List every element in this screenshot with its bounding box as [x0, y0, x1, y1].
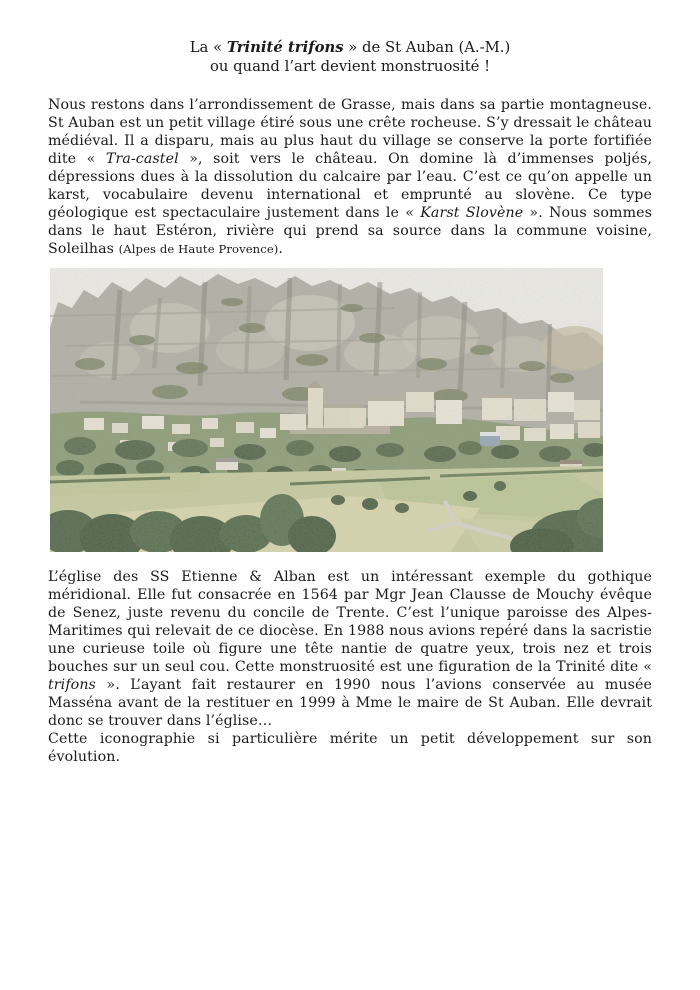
- italic-term-karst-slovene: Karst Slovène: [420, 205, 524, 221]
- italic-term-trifons: trifons: [48, 677, 96, 693]
- body-text: ». Nous sommes dans le haut Estéron, rivière qui prend sa source dans la commune voisine, Soleilhas: [48, 205, 653, 257]
- title-suffix: » de St Auban (A.-M.): [343, 39, 511, 56]
- landscape-photo-svg: [50, 268, 603, 552]
- title-emphasis: Trinité trifons: [226, 39, 344, 56]
- italic-term-tra-castel: Tra-castel: [105, 151, 179, 167]
- photo-grain-overlay: [50, 268, 603, 552]
- paragraph-intro: [48, 96, 652, 258]
- body-text: .: [278, 241, 284, 257]
- title-line-1: [48, 38, 652, 57]
- body-text-closing: Cette iconographie si particulière mérite un petit développement sur son évolution.: [48, 731, 652, 765]
- body-text: », soit vers le château. On domine là d’immenses poljés, dépressions dues à la dissolution du calcaire par l’eau. C’est ce qu’on appelle un karst, vocabulaire devenu international et emprunté au slovène. Ce type géologique est spectaculaire justement dans le «: [48, 151, 653, 221]
- page-title: [48, 38, 652, 76]
- landscape-photo: [50, 268, 603, 552]
- paragraph-church: [48, 568, 652, 766]
- title-prefix: La «: [189, 39, 227, 56]
- body-text: ». L’ayant fait restaurer en 1990 nous l’avions conservée au musée Masséna avant de la restituer en 1999 à Mme le maire de St Auban. Elle devrait donc se trouver dans l’église…: [48, 677, 652, 729]
- title-line-2: ou quand l’art devient monstruosité !: [209, 58, 491, 75]
- body-text: Nous restons dans l’arrondissement de Grasse, mais dans sa partie montagneuse. St Auban est un petit village étiré sous une crête rocheuse. S’y dressait le château médiéval. Il a disparu, mais au plus haut du village se conserve la porte fortifiée dite «: [48, 97, 652, 167]
- parenthetical-note: (Alpes de Haute Provence): [118, 242, 279, 256]
- body-text: L’église des SS Etienne & Alban est un intéressant exemple du gothique méridional. Elle fut consacrée en 1564 par Mgr Jean Clausse de Mouchy évêque de Senez, juste revenu du concile de Trente. C’est l’unique paroisse des Alpes-Maritimes qui relevait de ce diocèse. En 1988 nous avions repéré dans la sacristie une curieuse toile où figure une tête nantie de quatre yeux, trois nez et trois bouches sur un seul cou. Cette monstruosité est une figuration de la Trinité dite «: [48, 569, 652, 675]
